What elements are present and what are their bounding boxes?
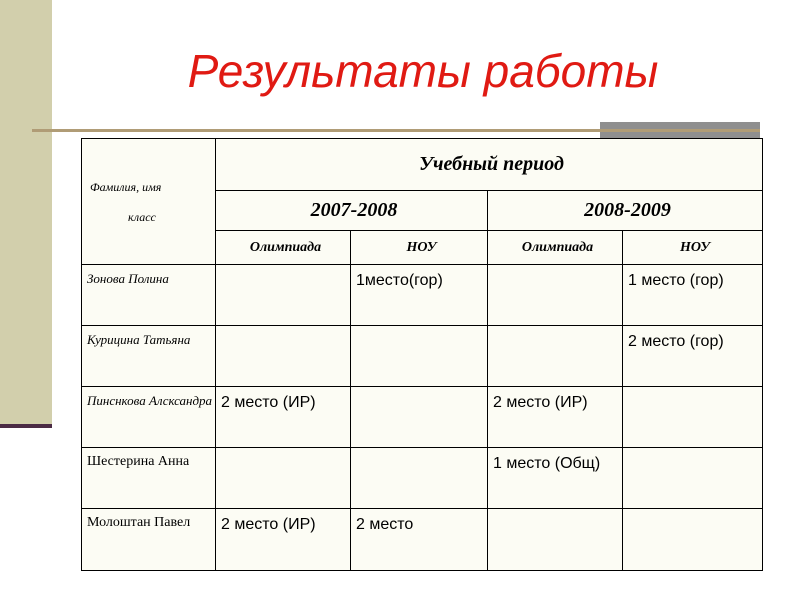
header-period: Учебный период: [216, 139, 763, 191]
result-cell: 2 место (ИР): [216, 387, 351, 448]
slide-title: Результаты работы: [187, 45, 659, 97]
result-cell: 2 место: [351, 509, 488, 571]
table-row: [82, 509, 763, 571]
result-cell: [488, 326, 623, 387]
result-cell: 1 место (Общ): [488, 448, 623, 509]
header-subcol-olymp-2: Олимпиада: [488, 231, 623, 265]
result-cell: [351, 326, 488, 387]
header-row-period: [82, 139, 763, 191]
result-cell: [351, 387, 488, 448]
result-cell: [216, 326, 351, 387]
result-cell: 2 место (гор): [623, 326, 763, 387]
result-cell: [623, 448, 763, 509]
result-cell: [216, 448, 351, 509]
student-name: Зонова Полина: [82, 265, 216, 326]
header-year-2: 2008-2009: [488, 191, 763, 231]
header-name-column: [82, 139, 216, 265]
header-subcol-nou-2: НОУ: [623, 231, 763, 265]
student-name: Молоштан Павел: [82, 509, 216, 571]
table-row: [82, 448, 763, 509]
header-name-line1: Фамилия, имя: [90, 179, 162, 194]
student-name: Курицина Татьяна: [82, 326, 216, 387]
result-cell: [488, 265, 623, 326]
result-cell: [216, 265, 351, 326]
table-row: [82, 265, 763, 326]
student-name: Шестерина Анна: [82, 448, 216, 509]
result-cell: 1 место (гор): [623, 265, 763, 326]
side-decor-line: [0, 424, 52, 428]
table-row: [82, 387, 763, 448]
result-cell: [623, 509, 763, 571]
header-year-1: 2007-2008: [216, 191, 488, 231]
result-cell: [488, 509, 623, 571]
result-cell: 2 место (ИР): [488, 387, 623, 448]
header-subcol-olymp-1: Олимпиада: [216, 231, 351, 265]
header-name-line2: класс: [128, 209, 156, 224]
result-cell: 2 место (ИР): [216, 509, 351, 571]
result-cell: 1место(гор): [351, 265, 488, 326]
table-row: [82, 326, 763, 387]
student-name: Пинснкова Алсксандра: [82, 387, 216, 448]
result-cell: [623, 387, 763, 448]
title-rule-accent: [600, 122, 760, 129]
result-cell: [351, 448, 488, 509]
header-subcol-nou-1: НОУ: [351, 231, 488, 265]
results-table: [81, 138, 763, 571]
